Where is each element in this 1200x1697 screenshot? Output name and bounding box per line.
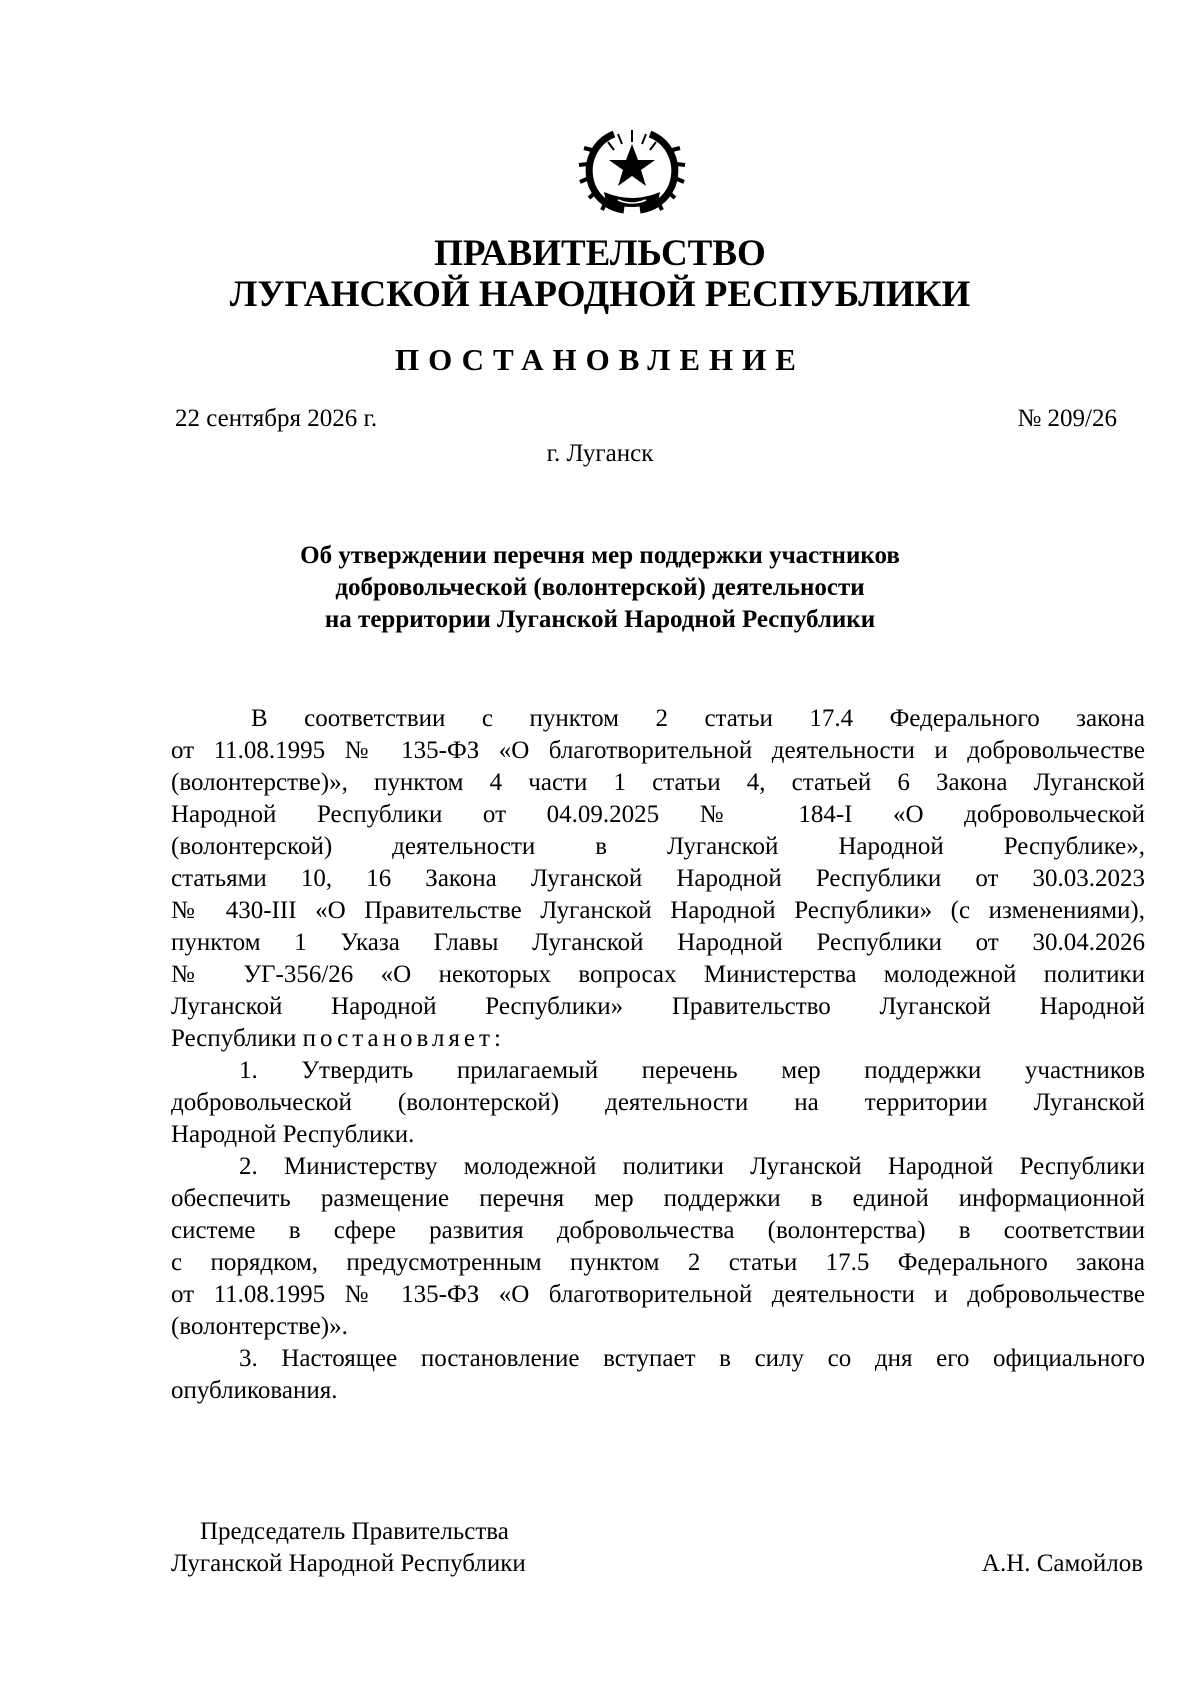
signatory-name: А.Н. Самойлов [981,1550,1143,1577]
document-type: ПОСТАНОВЛЕНИЕ [395,342,805,377]
signatory-title-line2: Луганской Народной Республики [171,1550,526,1577]
item-3-line: опубликования. [171,1377,338,1404]
item-2-line: обеспечить размещение перечня мер поддержки в единой информационной [171,1185,1145,1212]
subject-line: на территории Луганской Народной Республики [324,606,876,633]
document-date: 22 сентября 2026 г. [175,405,378,432]
subject-line: Об утверждении перечня мер поддержки участников [300,542,900,569]
document-subject [0,540,1200,636]
body-line: № 430-III «О Правительстве Луганской Народной Республики» (с изменениями), [171,897,1145,924]
document-city: г. Луганск [546,440,654,467]
item-3-line: 3. Настоящее постановление вступает в силу со дня его официального [239,1345,1145,1372]
body-line: (волонтерской) деятельности в Луганской Народной Республике», [171,833,1145,860]
subject-line: добровольческой (волонтерской) деятельности [335,574,865,601]
item-2-line: системе в сфере развития добровольчества (волонтерства) в соответствии [171,1217,1145,1244]
document-body [171,703,1145,1407]
org-name-line1: ПРАВИТЕЛЬСТВО [434,233,766,274]
signatory-title-line1: Председатель Правительства [200,1518,509,1545]
item-2-line: 2. Министерству молодежной политики Луганской Народной Республики [239,1153,1145,1180]
item-2-line: с порядком, предусмотренным пунктом 2 статьи 17.5 Федерального закона [171,1249,1145,1276]
document-number: № 209/26 [1017,405,1117,432]
body-line: от 11.08.1995 № 135-ФЗ «О благотворительной деятельности и добровольчестве [171,737,1145,764]
lpr-coat-of-arms-icon [574,120,690,216]
item-2-line: (волонтерстве)». [171,1313,348,1340]
body-line: Луганской Народной Республики» Правительство Луганской Народной [171,993,1145,1020]
item-1-line: Народной Республики. [171,1121,415,1148]
body-line: Народной Республики от 04.09.2025 № 184-I «О добровольческой [171,801,1145,828]
resolves-word: постановляет: [302,1025,505,1052]
item-2-line: от 11.08.1995 № 135-ФЗ «О благотворительной деятельности и добровольчестве [171,1281,1145,1308]
item-1-line: добровольческой (волонтерской) деятельности на территории Луганской [171,1089,1145,1116]
org-name-line2: ЛУГАНСКОЙ НАРОДНОЙ РЕСПУБЛИКИ [229,274,971,315]
body-line: В соответствии с пунктом 2 статьи 17.4 Федерального закона [251,705,1145,732]
item-1-line: 1. Утвердить прилагаемый перечень мер поддержки участников [239,1057,1145,1084]
body-line: (волонтерстве)», пунктом 4 части 1 статьи 4, статьей 6 Закона Луганской [171,769,1145,796]
body-line: № УГ-356/26 «О некоторых вопросах Министерства молодежной политики [171,961,1145,988]
body-line-text: Республики [171,1025,297,1052]
body-line: статьями 10, 16 Закона Луганской Народной Республики от 30.03.2023 [171,865,1145,892]
body-line [171,1023,1145,1055]
body-line: пунктом 1 Указа Главы Луганской Народной Республики от 30.04.2026 [171,929,1145,956]
